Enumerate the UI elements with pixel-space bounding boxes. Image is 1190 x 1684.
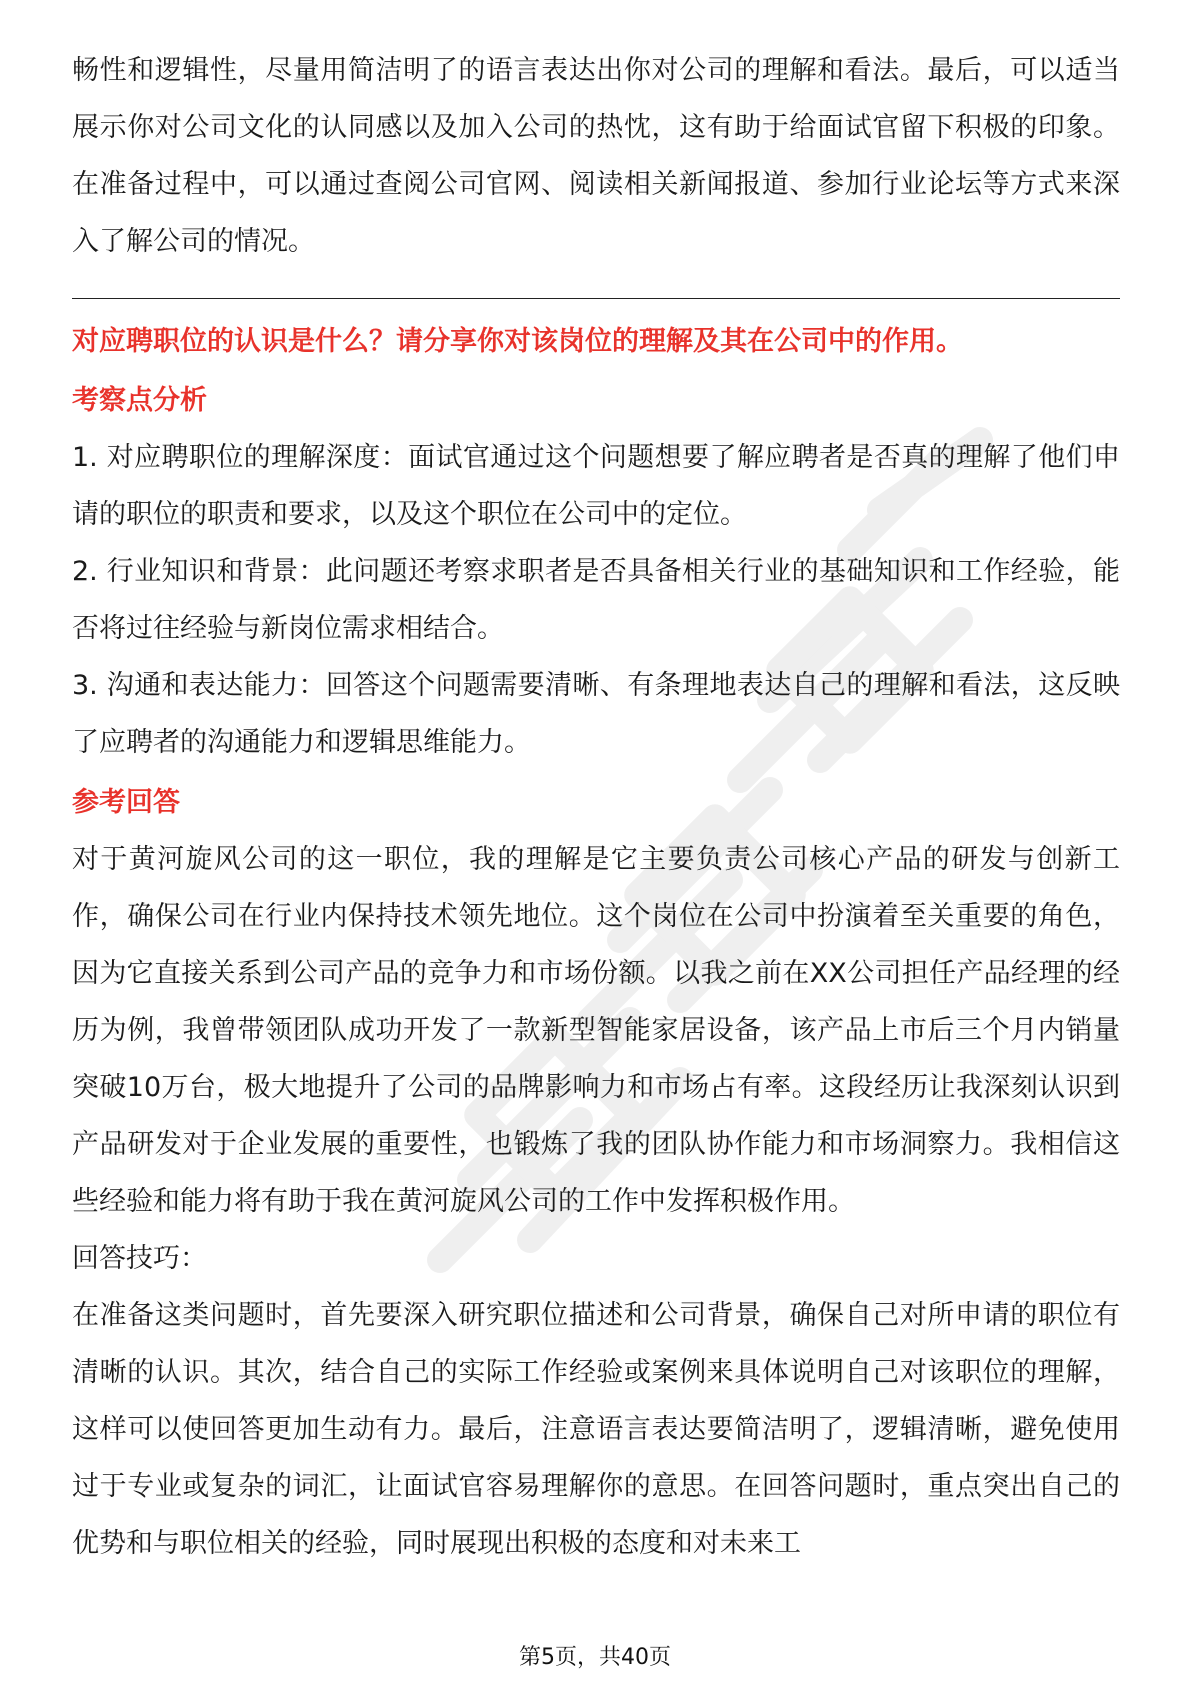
page-content bbox=[72, 42, 1120, 1572]
tips-paragraph: 在准备这类问题时，首先要深入研究职位描述和公司背景，确保自己对所申请的职位有清晰的认识。其次，结合自己的实际工作经验或案例来具体说明自己对该职位的理解，这样可以使回答更加生动有力。最后，注意语言表达要简洁明了，逻辑清晰，避免使用过于专业或复杂的词汇，让面试官容易理解你的意思。在回答问题时，重点突出自己的优势和与职位相关的经验，同时展现出积极的态度和对未来工 bbox=[72, 1300, 1120, 1559]
section-divider bbox=[72, 298, 1120, 299]
tips-label: 回答技巧： bbox=[72, 1243, 207, 1274]
analysis-heading: 考察点分析 bbox=[72, 385, 207, 416]
analysis-point-3: 3. 沟通和表达能力：回答这个问题需要清晰、有条理地表达自己的理解和看法，这反映了应聘者的沟通能力和逻辑思维能力。 bbox=[72, 670, 1120, 758]
intro-paragraph: 畅性和逻辑性，尽量用简洁明了的语言表达出你对公司的理解和看法。最后，可以适当展示你对公司文化的认同感以及加入公司的热忱，这有助于给面试官留下积极的印象。在准备过程中，可以通过查阅公司官网、阅读相关新闻报道、参加行业论坛等方式来深入了解公司的情况。 bbox=[72, 55, 1120, 257]
analysis-point-2: 2. 行业知识和背景：此问题还考察求职者是否具备相关行业的基础知识和工作经验，能否将过往经验与新岗位需求相结合。 bbox=[72, 556, 1120, 644]
reference-answer: 对于黄河旋风公司的这一职位，我的理解是它主要负责公司核心产品的研发与创新工作，确保公司在行业内保持技术领先地位。这个岗位在公司中扮演着至关重要的角色，因为它直接关系到公司产品的竞争力和市场份额。以我之前在XX公司担任产品经理的经历为例，我曾带领团队成功开发了一款新型智能家居设备，该产品上市后三个月内销量突破10万台，极大地提升了公司的品牌影响力和市场占有率。这段经历让我深刻认识到产品研发对于企业发展的重要性，也锻炼了我的团队协作能力和市场洞察力。我相信这些经验和能力将有助于我在黄河旋风公司的工作中发挥积极作用。 bbox=[72, 844, 1120, 1217]
analysis-point-1: 1. 对应聘职位的理解深度：面试官通过这个问题想要了解应聘者是否真的理解了他们申请的职位的职责和要求，以及这个职位在公司中的定位。 bbox=[72, 442, 1120, 530]
page-number: 第5页，共40页 bbox=[519, 1645, 671, 1670]
reference-heading: 参考回答 bbox=[72, 787, 180, 818]
question-title: 对应聘职位的认识是什么？请分享你对该岗位的理解及其在公司中的作用。 bbox=[72, 326, 963, 357]
